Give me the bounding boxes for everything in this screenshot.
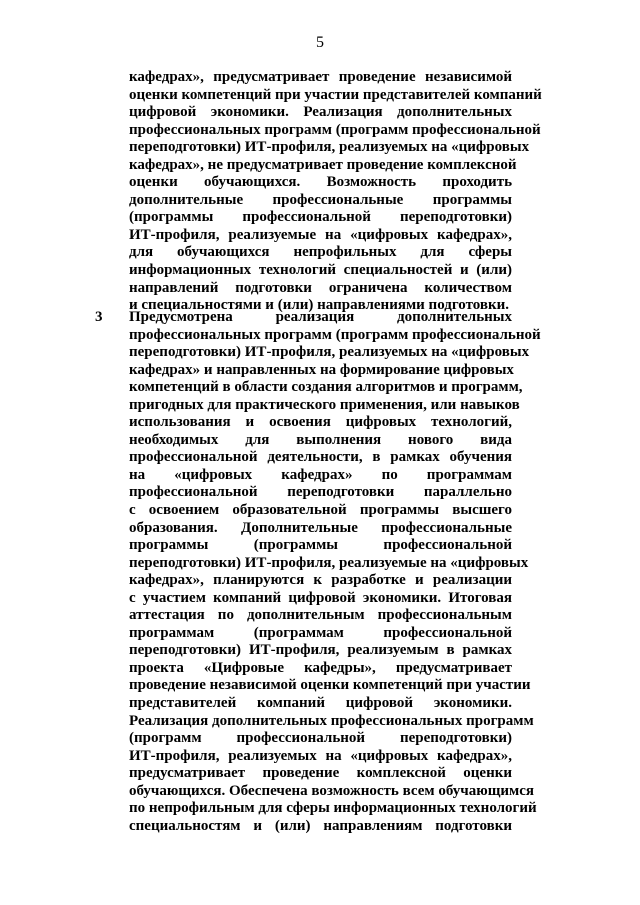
text-line: специальностям и (или) направлениям подготовки <box>129 817 512 834</box>
text-line: переподготовки) ИТ-профиля, реализуемые на «цифровых <box>129 554 529 571</box>
text-line: информационных технологий специальностей и (или) <box>129 262 512 279</box>
text-line: профессиональных программ (программ профессиональной <box>129 326 541 343</box>
text-line: ИТ-профиля, реализуемые на «цифровых кафедрах», <box>129 226 512 243</box>
text-line: использования и освоения цифровых технологий, <box>129 414 512 431</box>
text-line: профессиональной деятельности, в рамках обучения <box>129 449 512 466</box>
text-line: Реализация дополнительных профессиональных программ <box>129 712 534 729</box>
row-number: 3 <box>95 309 103 325</box>
text-line: компетенций в области создания алгоритмов и программ, <box>129 379 523 396</box>
text-line: программам (программам профессиональной <box>129 624 512 641</box>
text-line: (программ профессиональной переподготовки) <box>129 730 512 747</box>
text-line: и специальностями и (или) направлениями подготовки. <box>129 297 510 314</box>
text-line: с участием компаний цифровой экономики. Итоговая <box>129 589 512 606</box>
page-number: 5 <box>316 34 324 51</box>
text-line: необходимых для выполнения нового вида <box>129 431 512 448</box>
text-line: ИТ-профиля, реализуемых на «цифровых кафедрах», <box>129 747 512 764</box>
text-line: образования. Дополнительные профессиональные <box>129 519 512 536</box>
text-line: цифровой экономики. Реализация дополнительных <box>129 104 512 121</box>
text-line: оценки компетенций при участии представителей компаний <box>129 86 542 103</box>
text-line: профессиональной переподготовки параллельно <box>129 484 512 501</box>
text-line: переподготовки) ИТ-профиля, реализуемых на «цифровых <box>129 139 530 156</box>
text-line: кафедрах», планируются к разработке и реализации <box>129 572 512 589</box>
paragraph-continuation <box>129 69 542 315</box>
text-line: кафедрах» и направленных на формирование цифровых <box>129 361 514 378</box>
text-line: проекта «Цифровые кафедры», предусматривает <box>129 659 512 676</box>
paragraph-item-3 <box>129 309 541 835</box>
text-line: кафедрах», предусматривает проведение независимой <box>129 69 512 85</box>
text-line: переподготовки) ИТ-профиля, реализуемых на «цифровых <box>129 344 530 361</box>
text-line: программы (программы профессиональной <box>129 537 512 554</box>
text-line: предусматривает проведение комплексной оценки <box>129 765 512 782</box>
text-line: пригодных для практического применения, или навыков <box>129 396 520 413</box>
text-line: проведение независимой оценки компетенций при участии <box>129 677 531 694</box>
text-line: с освоением образовательной программы высшего <box>129 502 512 519</box>
text-line: профессиональных программ (программ профессиональной <box>129 121 541 138</box>
text-line: на «цифровых кафедрах» по программам <box>129 466 512 483</box>
text-line: аттестация по дополнительным профессиональным <box>129 607 512 624</box>
text-line: оценки обучающихся. Возможность проходить <box>129 174 512 191</box>
text-line: (программы профессиональной переподготовки) <box>129 209 512 226</box>
text-line: переподготовки) ИТ-профиля, реализуемым в рамках <box>129 642 512 659</box>
text-line: представителей компаний цифровой экономики. <box>129 695 512 712</box>
text-line: обучающихся. Обеспечена возможность всем обучающимся <box>129 782 534 799</box>
text-line: дополнительные профессиональные программы <box>129 191 512 208</box>
text-line: Предусмотрена реализация дополнительных <box>129 309 512 325</box>
text-line: для обучающихся непрофильных для сферы <box>129 244 512 261</box>
text-line: кафедрах», не предусматривает проведение комплексной <box>129 156 517 173</box>
text-line: направлений подготовки ограничена количеством <box>129 279 512 296</box>
text-line: по непрофильным для сферы информационных технологий <box>129 800 537 817</box>
